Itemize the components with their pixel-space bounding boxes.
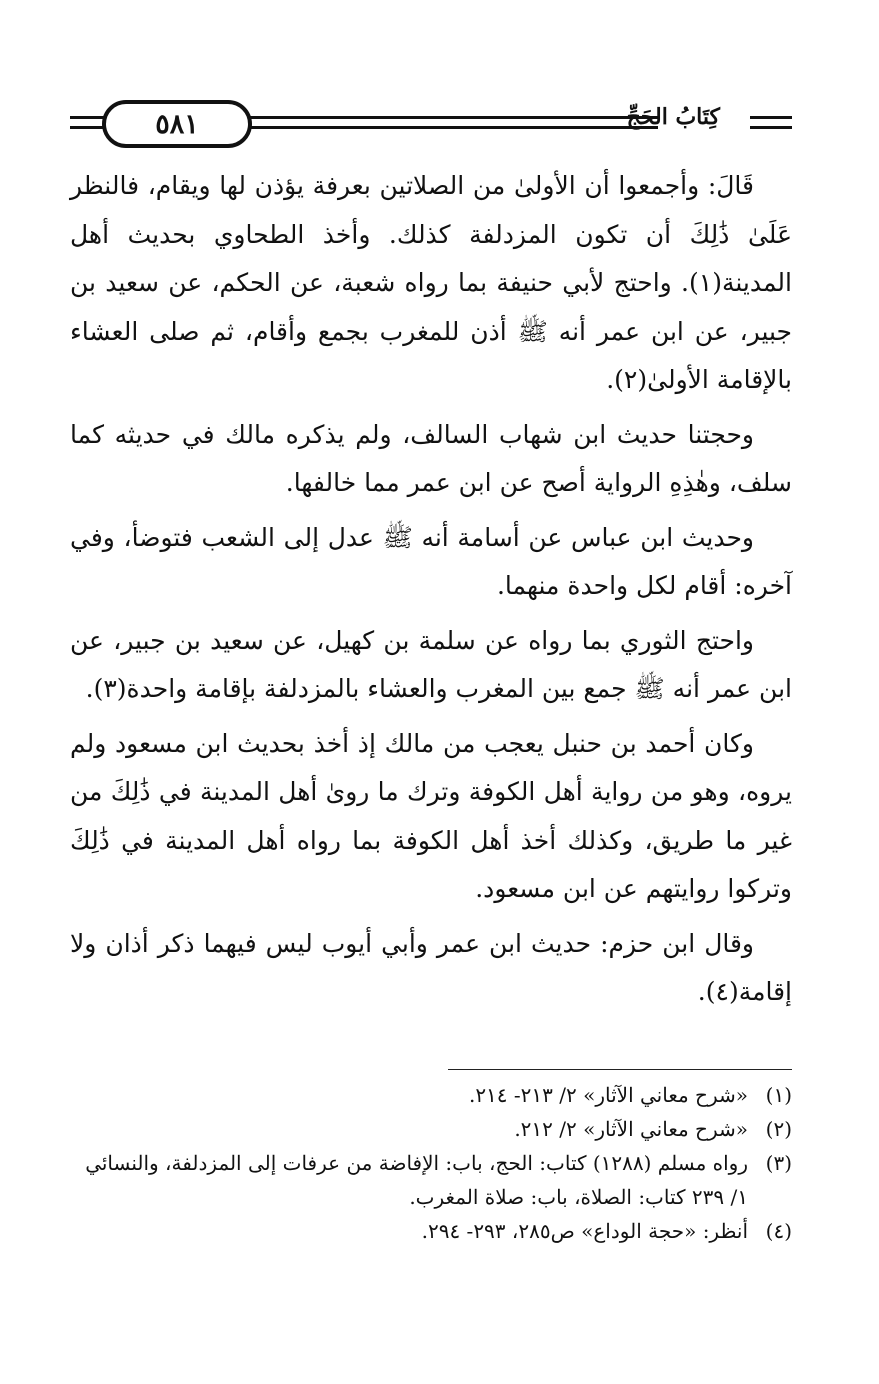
footnotes — [70, 1078, 792, 1248]
paragraph: قَالَ: وأجمعوا أن الأولىٰ من الصلاتين بعرفة يؤذن لها ويقام، فالنظر عَلَىٰ ذَٰلِكَ أن تكون المزدلفة كذلك. وأخذ الطحاوي بحديث أهل المدينة(١). واحتج لأبي حنيفة بما رواه شعبة، عن الحكم، عن سعيد بن جبير، عن ابن عمر أنه ﷺ أذن للمغرب بجمع وأقام، ثم صلى العشاء بالإقامة الأولىٰ(٢). — [70, 171, 792, 394]
footnote-text: أنظر: «حجة الوداع» ص٢٨٥، ٢٩٣- ٢٩٤. — [421, 1219, 748, 1243]
header-rule-right-top — [750, 116, 792, 119]
footnote-number: (٢) — [765, 1117, 792, 1141]
footnote-number: (٤) — [765, 1219, 792, 1243]
footnote-number: (٣) — [765, 1151, 792, 1175]
paragraph: وقال ابن حزم: حديث ابن عمر وأبي أيوب ليس فيهما ذكر أذان ولا إقامة(٤). — [70, 928, 792, 1006]
footnote-number: (١) — [765, 1083, 792, 1107]
paragraph: وحديث ابن عباس عن أسامة أنه ﷺ عدل إلى الشعب فتوضأ، وفي آخره: أقام لكل واحدة منهما. — [70, 522, 792, 600]
footnote-text: «شرح معاني الآثار» ٢/ ٢١٣- ٢١٤. — [468, 1083, 748, 1107]
footnote-text: رواه مسلم (١٢٨٨) كتاب: الحج، باب: الإفاضة من عرفات إلى المزدلفة، والنسائي ١/ ٢٣٩ كتاب: الصلاة، باب: صلاة المغرب. — [85, 1151, 748, 1209]
paragraph: واحتج الثوري بما رواه عن سلمة بن كهيل، عن سعيد بن جبير، عن ابن عمر أنه ﷺ جمع بين المغرب والعشاء بالمزدلفة بإقامة واحدة(٣). — [70, 625, 792, 703]
footnote — [70, 1078, 792, 1112]
running-title: كِتَابُ الحَجِّ — [626, 104, 720, 130]
header-rule-middle-bottom — [248, 126, 658, 129]
header-rule-middle-top — [248, 116, 658, 119]
footnote — [70, 1214, 792, 1248]
main-text — [70, 162, 792, 1023]
paragraph: وحجتنا حديث ابن شهاب السالف، ولم يذكره مالك في حديثه كما سلف، وهٰذِهِ الرواية أصح عن ابن عمر مما خالفها. — [70, 419, 792, 497]
footnote — [70, 1146, 792, 1214]
page-header — [70, 98, 792, 158]
page-number: ٥٨١ — [155, 108, 199, 140]
footnote-separator — [448, 1069, 792, 1070]
footnote-text: «شرح معاني الآثار» ٢/ ٢١٢. — [514, 1117, 748, 1141]
page-number-badge — [102, 100, 252, 148]
paragraph: وكان أحمد بن حنبل يعجب من مالك إذ أخذ بحديث ابن مسعود ولم يروه، وهو من رواية أهل الكوفة وترك ما روىٰ أهل المدينة في ذَٰلِكَ من غير ما طريق، وكذلك أخذ أهل الكوفة بما رواه أهل المدينة في ذَٰلِكَ وتركوا روايتهم عن ابن مسعود. — [70, 728, 792, 903]
header-rule-right-bottom — [750, 126, 792, 129]
footnote — [70, 1112, 792, 1146]
